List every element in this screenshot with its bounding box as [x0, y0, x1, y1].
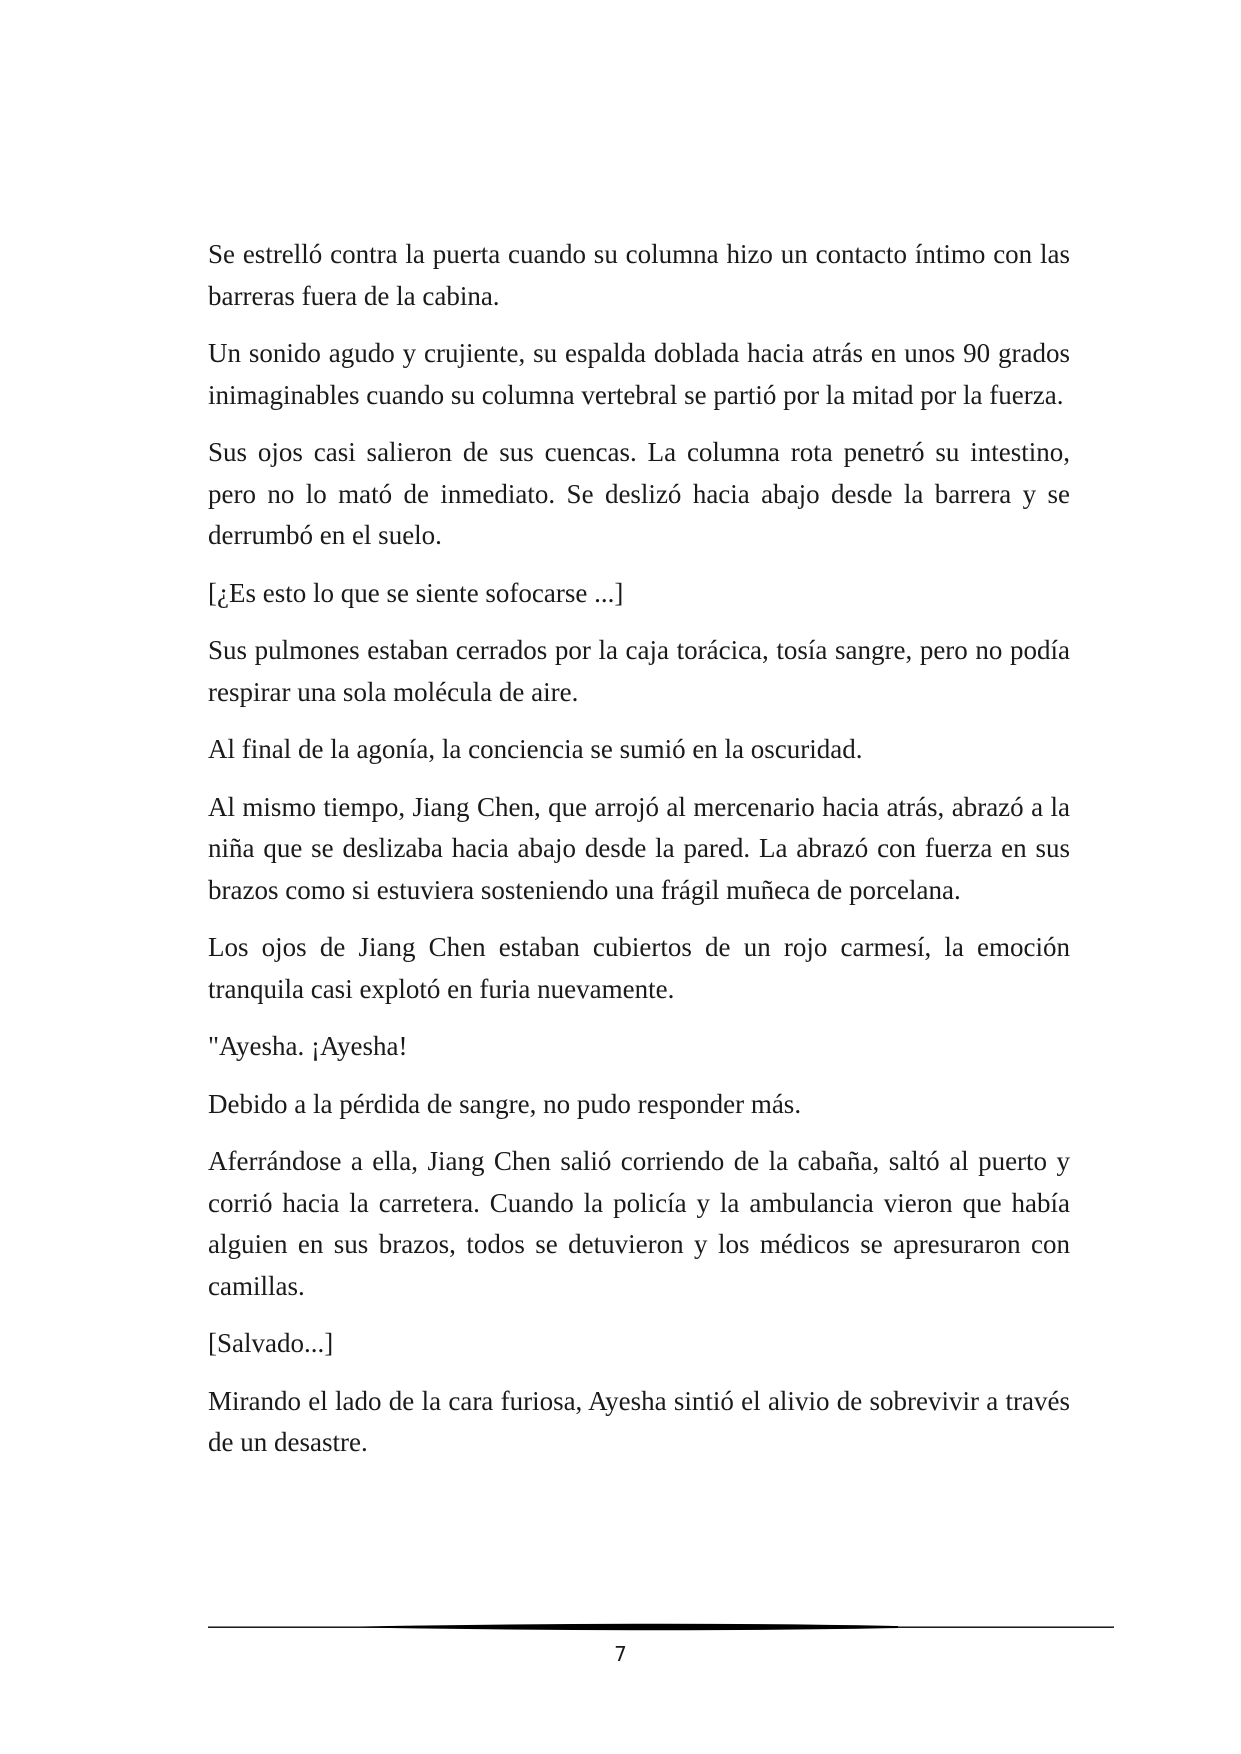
paragraph: [Salvado...]	[208, 1328, 334, 1358]
paragraph: Al final de la agonía, la conciencia se sumió en la oscuridad.	[208, 734, 863, 764]
paragraph: Sus pulmones estaban cerrados por la caja torácica, tosía sangre, pero no podía respirar una sola molécula de aire.	[208, 635, 1070, 707]
paragraph: Se estrelló contra la puerta cuando su columna hizo un contacto íntimo con las barreras fuera de la cabina.	[208, 239, 1070, 311]
footer-divider	[208, 1621, 1114, 1633]
paragraph: Aferrándose a ella, Jiang Chen salió corriendo de la cabaña, saltó al puerto y corrió hacia la carretera. Cuando la policía y la ambulancia vieron que había alguien en sus brazos, todos se detuvieron y los médicos se apresuraron con camillas.	[208, 1146, 1070, 1301]
paragraph: Los ojos de Jiang Chen estaban cubiertos de un rojo carmesí, la emoción tranquila casi explotó en furia nuevamente.	[208, 932, 1070, 1004]
paragraph: [¿Es esto lo que se siente sofocarse ...]	[208, 577, 624, 608]
body-text	[208, 234, 1070, 1480]
page-number: 7	[614, 1642, 627, 1666]
paragraph: Debido a la pérdida de sangre, no pudo responder más.	[208, 1088, 802, 1119]
paragraph: "Ayesha. ¡Ayesha!	[208, 1031, 408, 1061]
paragraph: Al mismo tiempo, Jiang Chen, que arrojó al mercenario hacia atrás, abrazó a la niña que se deslizaba hacia abajo desde la pared. La abrazó con fuerza en sus brazos como si estuviera sosteniendo una frágil muñeca de porcelana.	[208, 791, 1070, 905]
paragraph: Mirando el lado de la cara furiosa, Ayesha sintió el alivio de sobrevivir a través de un desastre.	[208, 1385, 1070, 1457]
paragraph: Sus ojos casi salieron de sus cuencas. La columna rota penetró su intestino, pero no lo mató de inmediato. Se deslizó hacia abajo desde la barrera y se derrumbó en el suelo.	[208, 437, 1070, 550]
paragraph: Un sonido agudo y crujiente, su espalda doblada hacia atrás en unos 90 grados inimaginables cuando su columna vertebral se partió por la mitad por la fuerza.	[208, 338, 1070, 410]
